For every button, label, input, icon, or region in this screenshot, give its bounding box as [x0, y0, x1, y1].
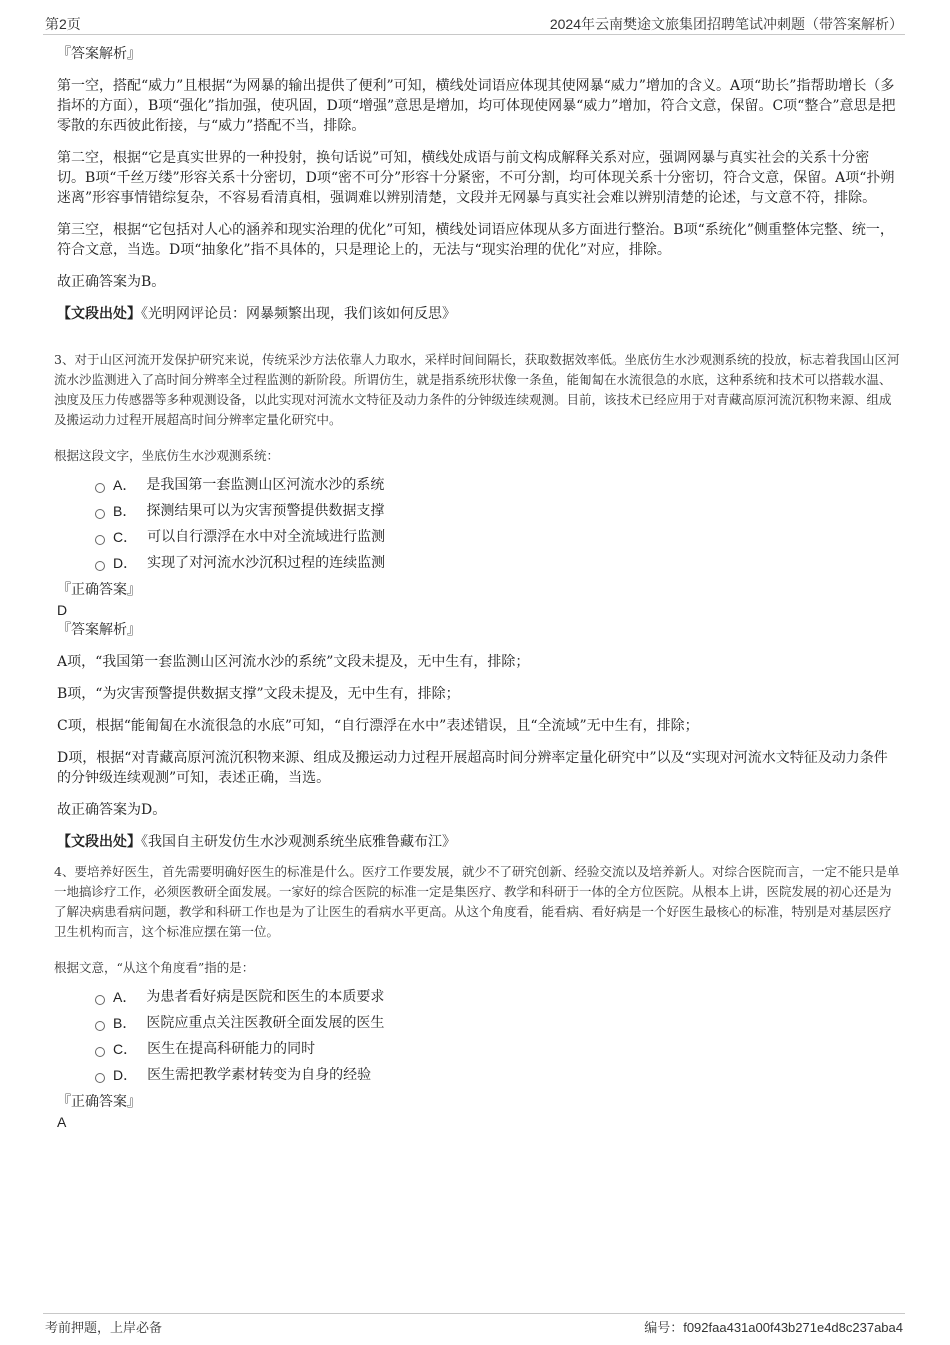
q3-stem: 3、对于山区河流开发保护研究来说，传统采沙方法依靠人力取水，采样时间间隔长，获取数据效率低。坐底仿生水沙观测系统的投放，标志着我国山区河流水沙监测进入了高时间分辨率全过程监测的新阶段。所谓仿生，就是指系统形状像一条鱼，能匍匐在水流很急的水底，这种系统和技术可以搭载水温、浊度及压力传感器等多种观测设备，以此实现对河流水文特征及动力条件的分钟级连续观测。目前，该技术已经应用于对青藏高原河流沉积物来源、组成及搬运动力过程开展超高时间分辨率定量化研究中。 — [54, 352, 900, 427]
q4-answer-label: 『正确答案』 — [57, 1094, 141, 1110]
document-title: 2024年云南樊途文旅集团招聘笔试冲刺题（带答案解析） — [549, 16, 903, 32]
radio-icon[interactable] — [95, 483, 105, 493]
q4-option-c[interactable]: C． 医生在提高科研能力的同时 — [95, 1036, 897, 1062]
q4-option-b[interactable]: B． 医院应重点关注医教研全面发展的医生 — [95, 1010, 897, 1036]
footer-slogan: 考前押题，上岸必备 — [45, 1321, 163, 1336]
footer-code-value: f092faa431a00f43b271e4d8c237aba4 — [683, 1320, 903, 1335]
radio-icon[interactable] — [95, 995, 105, 1005]
q3-analysis-b: B项，“为灾害预警提供数据支撑”文段未提及，无中生有，排除； — [57, 686, 460, 702]
q3-source-title: 《我国自主研发仿生水沙观测系统坐底雅鲁藏布江》 — [141, 834, 456, 850]
footer-code-label: 编号： — [644, 1320, 684, 1335]
q2-analysis-para-3: 第三空，根据“它包括对人心的涵养和现实治理的优化”可知，横线处词语应体现从多方面进行整治。B项“系统化”侧重整体完整、统一，符合文意，当选。D项“抽象化”指不具体的，只是理论上的，无法与“现实治理的优化”对应，排除。 — [57, 222, 894, 258]
q3-option-a[interactable]: A． 是我国第一套监测山区河流水沙的系统 — [95, 472, 897, 498]
q2-source-title: 《光明网评论员：网暴频繁出现，我们该如何反思》 — [141, 306, 456, 322]
q3-option-b[interactable]: B． 探测结果可以为灾害预警提供数据支撑 — [95, 498, 897, 524]
q3-source-label: 【文段出处】 — [57, 834, 141, 850]
q4-option-d[interactable]: D． 医生需把教学素材转变为自身的经验 — [95, 1062, 897, 1088]
q3-options — [95, 472, 897, 576]
q3-source — [57, 832, 897, 852]
q4-answer: A — [57, 1114, 67, 1130]
q2-conclusion: 故正确答案为B。 — [57, 274, 166, 290]
q2-analysis-para-1: 第一空，搭配“威力”且根据“为网暴的输出提供了便利”可知，横线处词语应体现其使网暴“威力”增加的含义。A项“助长”指帮助增长（多指坏的方面），B项“强化”指加强，使巩固，D项“增强”意思是增加，均可体现使网暴“威力”增加，符合文意，保留。C项“整合”意思是把零散的东西彼此衔接，与“威力”搭配不当，排除。 — [57, 78, 896, 134]
q2-source — [57, 304, 897, 324]
q3-analysis-c: C项，根据“能匍匐在水流很急的水底”可知，“自行漂浮在水中”表述错误，且“全流域”无中生有，排除； — [57, 718, 699, 734]
q3-answer: D — [57, 602, 68, 618]
radio-icon[interactable] — [95, 509, 105, 519]
q4-lead: 根据文意，“从这个角度看”指的是： — [54, 960, 255, 975]
page-number: 第2页 — [45, 16, 81, 32]
page-header — [43, 12, 905, 35]
q2-source-label: 【文段出处】 — [57, 306, 141, 322]
q3-analysis-label: 『答案解析』 — [57, 622, 141, 638]
q4-option-a[interactable]: A． 为患者看好病是医院和医生的本质要求 — [95, 984, 897, 1010]
radio-icon[interactable] — [95, 561, 105, 571]
radio-icon[interactable] — [95, 1047, 105, 1057]
q3-option-c[interactable]: C． 可以自行漂浮在水中对全流域进行监测 — [95, 524, 897, 550]
radio-icon[interactable] — [95, 1073, 105, 1083]
q4-stem: 4、要培养好医生，首先需要明确好医生的标准是什么。医疗工作要发展，就少不了研究创新、经验交流以及培养新人。对综合医院而言，一定不能只是单一地搞诊疗工作，必须医教研全面发展。一家好的综合医院的标准一定是集医疗、教学和科研于一体的全方位医院。从根本上讲，医院发展的初心还是为了解决病患看病问题，教学和科研工作也是为了让医生的看病水平更高。从这个角度看，能看病、看好病是一个好医生最核心的标准，特别是对基层医疗卫生机构而言，这个标准应摆在第一位。 — [54, 864, 900, 939]
q3-answer-label: 『正确答案』 — [57, 582, 141, 598]
q2-analysis-para-2: 第二空，根据“它是真实世界的一种投射，换句话说”可知，横线处成语与前文构成解释关系对应，强调网暴与真实社会的关系十分密切。B项“千丝万缕”形容关系十分密切，D项“密不可分”形容十分紧密，不可分割，均可体现关系十分密切，符合文意，保留。A项“扑朔迷离”形容事情错综复杂，不容易看清真相，强调难以辨别清楚，文段并无网暴与真实社会难以辨别清楚的论述，与文意不符，排除。 — [57, 150, 895, 206]
q2-analysis-label: 『答案解析』 — [57, 46, 141, 62]
q3-analysis-a: A项，“我国第一套监测山区河流水沙的系统”文段未提及，无中生有，排除； — [57, 654, 530, 670]
page-content — [54, 44, 900, 1132]
footer-code — [644, 1317, 903, 1336]
q3-conclusion: 故正确答案为D。 — [57, 802, 167, 818]
q3-analysis-d: D项，根据“对青藏高原河流沉积物来源、组成及搬运动力过程开展超高时间分辨率定量化研究中”以及“实现对河流水文特征及动力条件的分钟级连续观测”可知，表述正确，当选。 — [57, 750, 888, 786]
page-footer — [43, 1313, 905, 1336]
radio-icon[interactable] — [95, 1021, 105, 1031]
q3-lead: 根据这段文字，坐底仿生水沙观测系统： — [54, 448, 280, 463]
q4-options — [95, 984, 897, 1088]
radio-icon[interactable] — [95, 535, 105, 545]
q3-option-d[interactable]: D． 实现了对河流水沙沉积过程的连续监测 — [95, 550, 897, 576]
